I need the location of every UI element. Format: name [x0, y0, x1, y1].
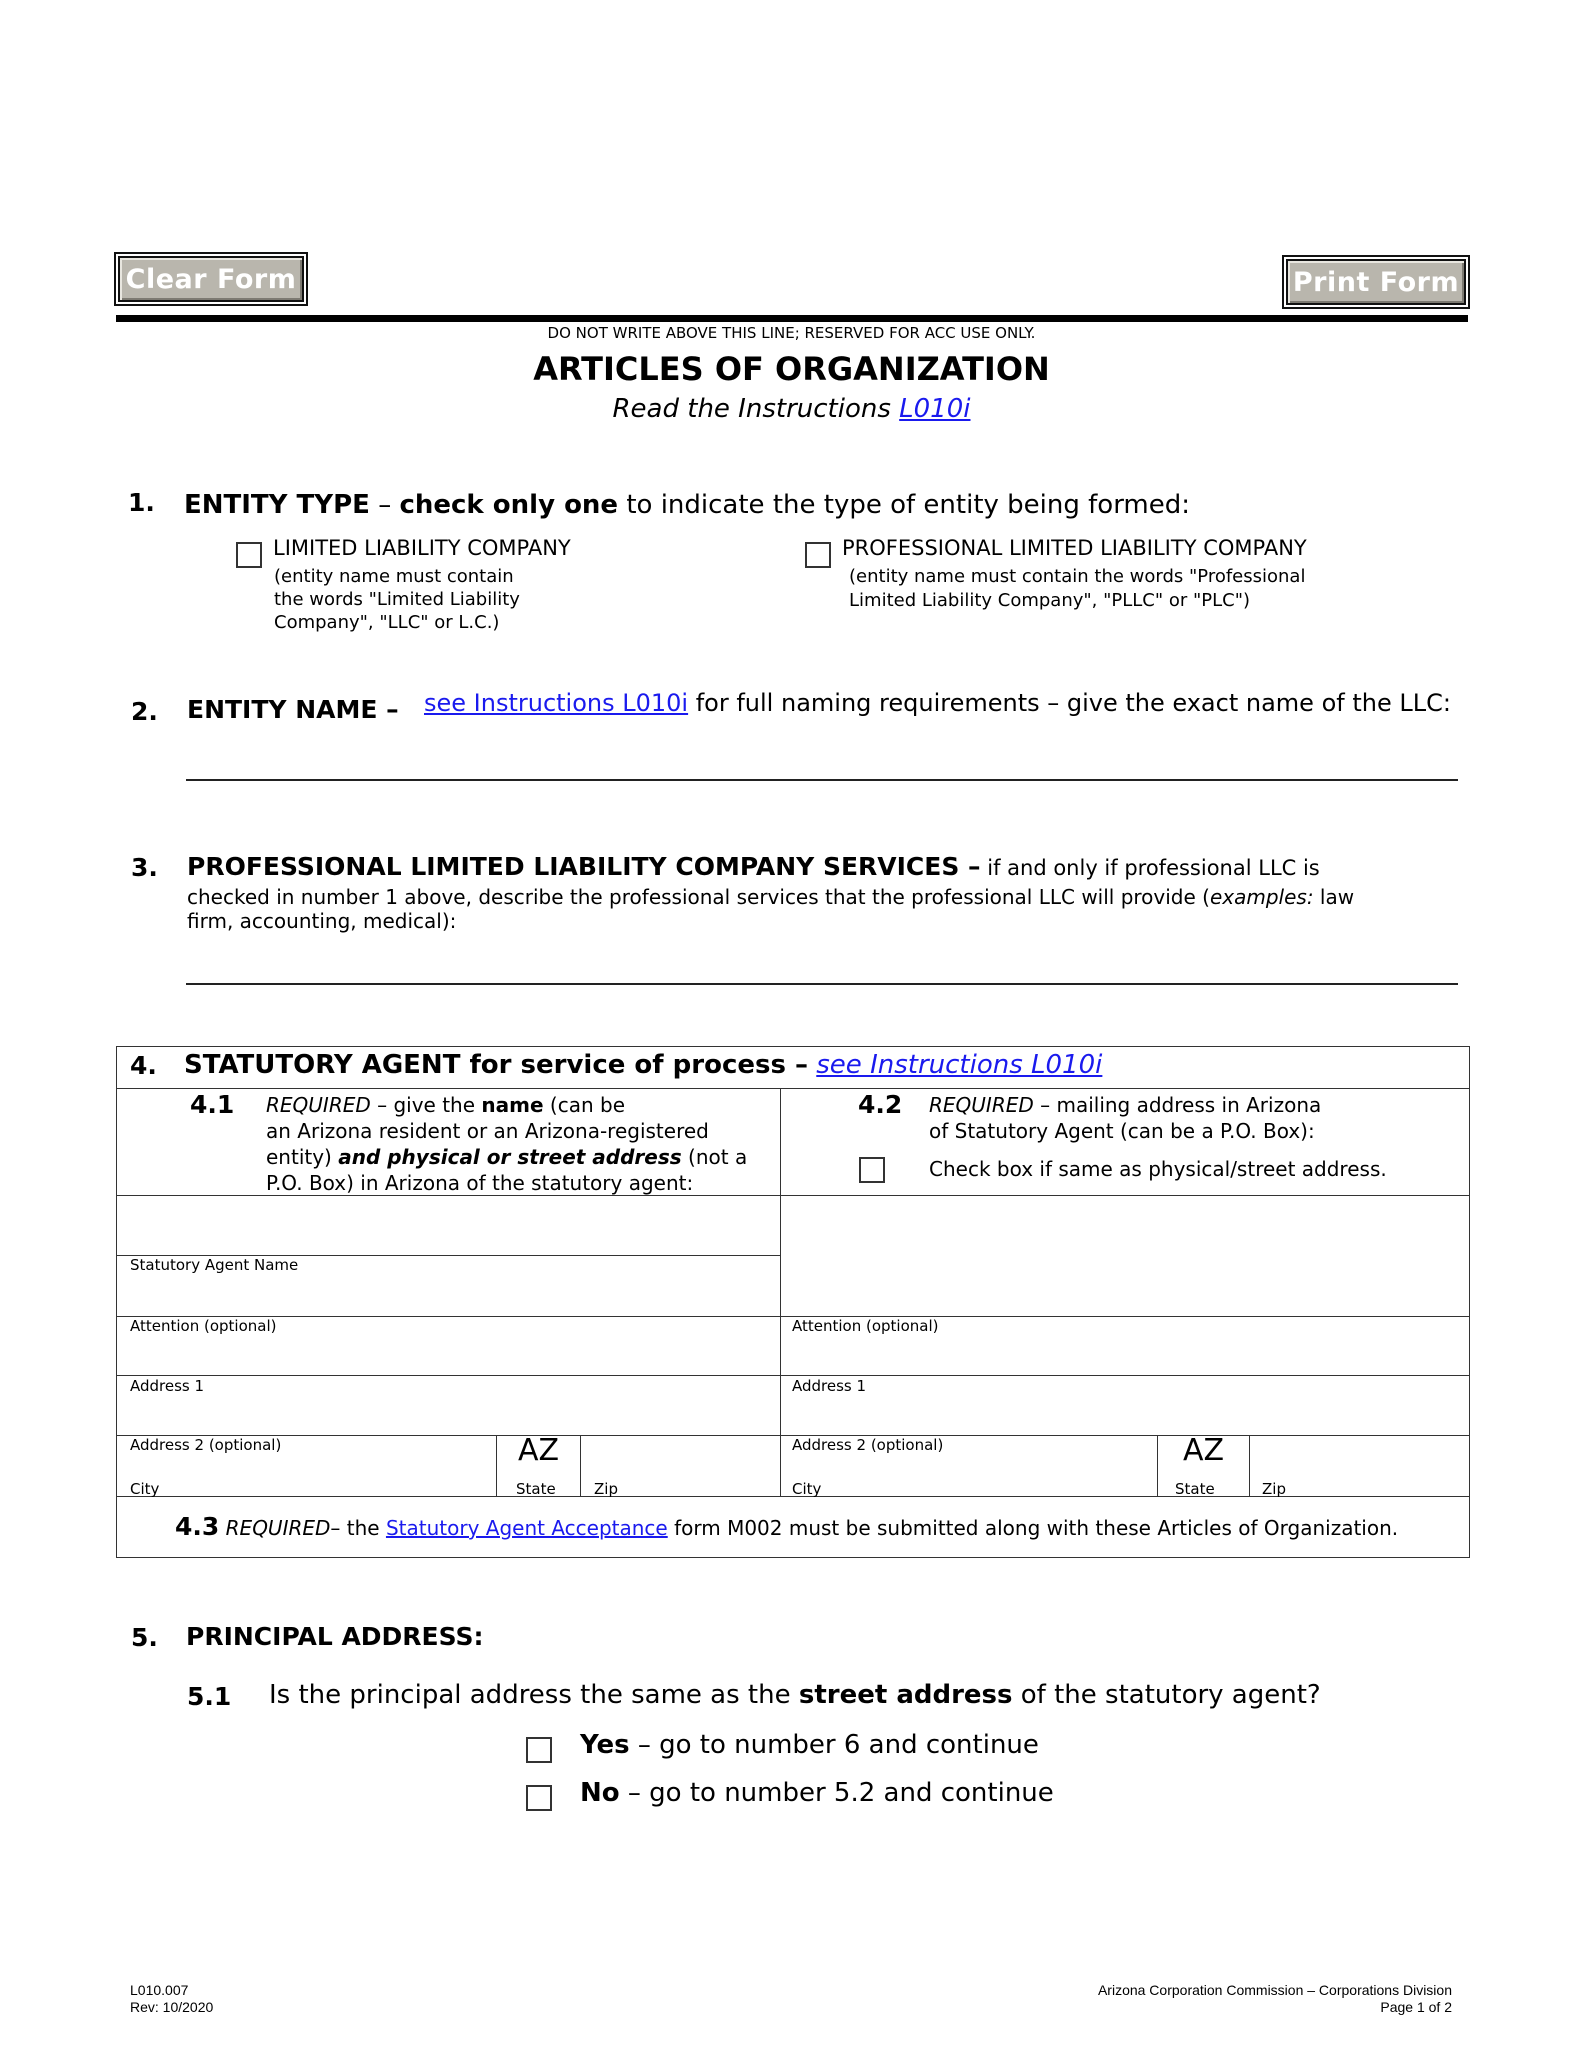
section-1-title: ENTITY TYPE	[184, 490, 370, 520]
section-2-text	[424, 689, 1451, 717]
divider	[1157, 1435, 1158, 1496]
reserved-line	[116, 315, 1468, 322]
page-number: Page 1 of 2	[1380, 1999, 1452, 2015]
divider	[580, 1435, 581, 1496]
text: – go to number 6 and continue	[629, 1730, 1039, 1760]
llc-note-line: (entity name must contain	[274, 566, 514, 587]
state-label: State	[516, 1480, 556, 1498]
llc-label: LIMITED LIABILITY COMPANY	[273, 536, 571, 560]
text: – give the	[370, 1093, 482, 1117]
same-as-physical-checkbox[interactable]	[859, 1157, 885, 1183]
address2-label: Address 2 (optional)	[130, 1436, 282, 1454]
section-1-rest: to indicate the type of entity being formed:	[618, 490, 1191, 520]
page-title: ARTICLES OF ORGANIZATION	[533, 350, 1050, 388]
text: (not a	[681, 1145, 748, 1169]
section-1-dash: –	[369, 490, 400, 520]
professional-services-field[interactable]	[186, 983, 1458, 985]
required-label: REQUIRED	[225, 1516, 331, 1540]
pllc-note-line: (entity name must contain the words "Professional	[849, 566, 1306, 587]
city-label: City	[792, 1480, 822, 1498]
zip-label: Zip	[1262, 1480, 1286, 1498]
section-2-instructions-link[interactable]: see Instructions L010i	[424, 689, 689, 717]
section-1-heading	[184, 490, 1190, 520]
section-3-tail: if and only if professional LLC is	[980, 856, 1320, 880]
agent-name-field[interactable]	[118, 1197, 778, 1253]
pllc-checkbox[interactable]	[805, 542, 831, 568]
section-3-examples: examples:	[1209, 885, 1314, 909]
pllc-note	[849, 565, 1305, 613]
agent-acceptance-link[interactable]: Statutory Agent Acceptance	[385, 1516, 668, 1540]
required-label: REQUIRED	[929, 1093, 1034, 1117]
text: P.O. Box) in Arizona of the statutory agent:	[266, 1171, 694, 1195]
section-5-title-text: PRINCIPAL ADDRESS:	[186, 1622, 484, 1651]
same-as-physical-label: Check box if same as physical/street address.	[929, 1157, 1387, 1181]
section-2-title-text: ENTITY NAME –	[187, 695, 399, 724]
divider	[116, 1375, 1470, 1376]
address1-label: Address 1	[792, 1377, 867, 1395]
zip-label: Zip	[594, 1480, 618, 1498]
text: of Statutory Agent (can be a P.O. Box):	[929, 1119, 1315, 1143]
section-5-1-number: 5.1	[187, 1682, 232, 1711]
text-bold: Yes	[580, 1730, 630, 1760]
text: – the	[330, 1516, 386, 1540]
section-3-heading	[187, 852, 1320, 881]
text: form M002 must be submitted along with these Articles of Organization.	[667, 1516, 1399, 1540]
section-4-1-text	[266, 1092, 747, 1196]
text: an Arizona resident or an Arizona-registered	[266, 1119, 709, 1143]
address2-label: Address 2 (optional)	[792, 1436, 944, 1454]
text: – go to number 5.2 and continue	[619, 1778, 1054, 1808]
required-label: REQUIRED	[266, 1093, 371, 1117]
section-4-3-text	[175, 1512, 1398, 1541]
print-form-button[interactable]: Print Form	[1286, 259, 1466, 305]
entity-name-field[interactable]	[186, 779, 1458, 781]
section-3-title: PROFESSIONAL LIMITED LIABILITY COMPANY SERVICES –	[187, 852, 981, 881]
section-2-title	[187, 695, 399, 724]
section-4-1-number: 4.1	[190, 1090, 235, 1119]
llc-checkbox[interactable]	[236, 542, 262, 568]
principal-yes-label	[580, 1730, 1039, 1760]
section-1-number: 1.	[128, 488, 155, 517]
instructions-link[interactable]: L010i	[899, 394, 971, 424]
attention-label: Attention (optional)	[130, 1317, 277, 1335]
text: (can be	[543, 1093, 625, 1117]
section-3-line: checked in number 1 above, describe the professional services that the professional LLC will provide (	[187, 885, 1210, 909]
revision-date: Rev: 10/2020	[130, 1999, 214, 2015]
pllc-label: PROFESSIONAL LIMITED LIABILITY COMPANY	[842, 536, 1307, 560]
llc-note-line: Company", "LLC" or L.C.)	[274, 612, 500, 633]
section-4-2-number: 4.2	[858, 1090, 903, 1119]
divider	[1249, 1435, 1250, 1496]
text-bold: street address	[798, 1680, 1013, 1710]
address1-label: Address 1	[130, 1377, 205, 1395]
section-1-emphasis: check only one	[399, 490, 619, 520]
page-subtitle	[0, 394, 1583, 424]
section-4-title: STATUTORY AGENT for service of process –	[184, 1050, 808, 1080]
city-label: City	[130, 1480, 160, 1498]
section-2-rest: for full naming requirements – give the exact name of the LLC:	[688, 689, 1451, 717]
text: – mailing address in Arizona	[1033, 1093, 1322, 1117]
subtitle-text: Read the Instructions	[612, 394, 900, 424]
principal-no-label	[580, 1778, 1054, 1808]
state-value: AZ	[518, 1433, 560, 1468]
llc-note	[274, 565, 520, 634]
text-bold: and physical or street address	[338, 1145, 682, 1169]
llc-note-line: the words "Limited Liability	[274, 589, 520, 610]
reserved-note: DO NOT WRITE ABOVE THIS LINE; RESERVED FOR ACC USE ONLY.	[547, 324, 1036, 342]
divider	[496, 1435, 497, 1496]
section-5-title	[186, 1622, 484, 1651]
text: entity)	[266, 1145, 339, 1169]
text: of the statutory agent?	[1012, 1680, 1321, 1710]
state-label: State	[1175, 1480, 1215, 1498]
section-2-number: 2.	[131, 697, 158, 726]
section-4-instructions-link[interactable]: see Instructions L010i	[816, 1050, 1103, 1080]
section-4-3-number: 4.3	[175, 1512, 220, 1541]
text: Is the principal address the same as the	[269, 1680, 799, 1710]
text-bold: name	[481, 1093, 544, 1117]
section-5-number: 5.	[131, 1623, 158, 1652]
footer-left	[130, 1982, 213, 2016]
divider	[116, 1195, 1470, 1196]
clear-form-button[interactable]: Clear Form	[118, 256, 304, 302]
form-number: L010.007	[130, 1982, 189, 1998]
section-4-heading	[184, 1050, 1102, 1080]
principal-yes-checkbox[interactable]	[526, 1737, 552, 1763]
footer-right	[900, 1982, 1452, 2016]
section-5-1-question	[269, 1680, 1321, 1710]
state-value: AZ	[1183, 1433, 1225, 1468]
section-3-line-end: law	[1313, 885, 1355, 909]
section-3-description	[187, 885, 1354, 933]
agent-name-label: Statutory Agent Name	[130, 1256, 299, 1274]
principal-no-checkbox[interactable]	[526, 1785, 552, 1811]
section-3-number: 3.	[131, 853, 158, 882]
divider	[116, 1088, 1470, 1089]
section-4-number: 4.	[130, 1051, 157, 1080]
organization: Arizona Corporation Commission – Corporations Division	[1097, 1982, 1452, 1998]
text-bold: No	[580, 1778, 620, 1808]
attention-label: Attention (optional)	[792, 1317, 939, 1335]
section-3-line: firm, accounting, medical):	[187, 909, 457, 933]
pllc-note-line: Limited Liability Company", "PLLC" or "PLC")	[849, 590, 1251, 611]
section-4-2-text	[929, 1092, 1321, 1144]
